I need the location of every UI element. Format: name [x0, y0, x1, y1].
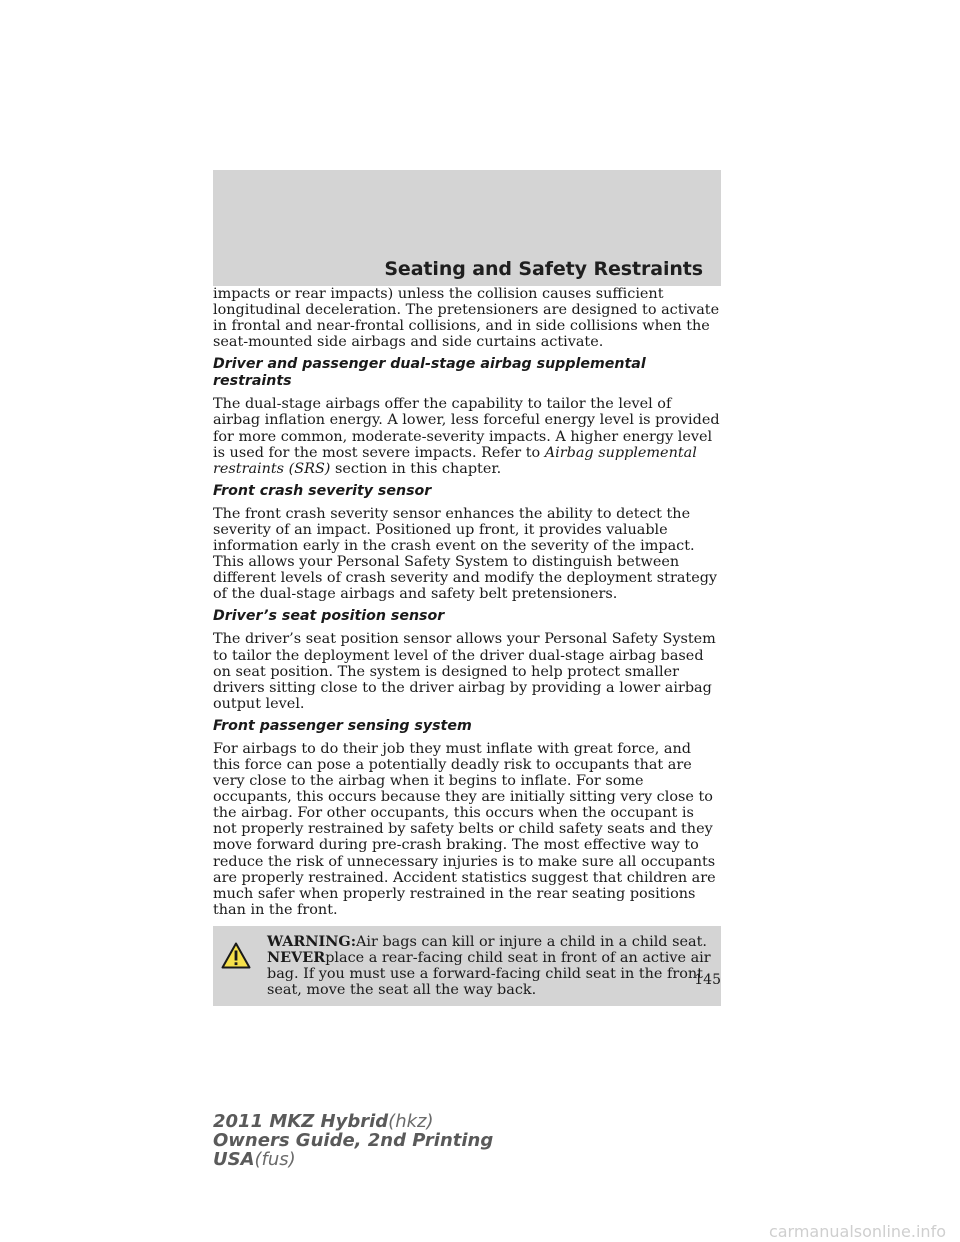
warning-label: WARNING:	[267, 932, 357, 950]
never-label: NEVER	[267, 949, 326, 966]
heading-seat-position-sensor: Driver’s seat position sensor	[213, 608, 445, 625]
watermark: carmanualsonline.info	[768, 1222, 946, 1241]
paragraph-seat-position-sensor: The driver’s seat position sensor allows your Personal Safety System to tailor the deployment level of the driver dual-stage airbag based on seat position. The system is designed to help protect smaller drivers sitting close to the driver airbag by providing a lower airbag output level.	[213, 631, 716, 712]
page-content	[213, 286, 721, 1006]
heading-crash-severity-sensor: Front crash severity sensor	[213, 482, 432, 499]
paragraph-text: section in this chapter.	[335, 460, 502, 477]
paragraph-crash-severity-sensor: The front crash severity sensor enhances the ability to detect the severity of an impact. Positioned up front, it provides valuable information early in the crash event on the severity of the impact. This allows your Personal Safety System to distinguish between different levels of crash severity and modify the deployment strategy of the dual-stage airbags and safety belt pretensioners.	[213, 505, 718, 603]
section-header	[213, 170, 721, 286]
page-number: 145	[694, 972, 721, 988]
cross-reference-link: Airbag supplemental restraints (SRS)	[213, 444, 697, 477]
intro-paragraph: impacts or rear impacts) unless the collision causes sufficient longitudinal deceleration. The pretensioners are designed to activate in frontal and near-frontal collisions, and in side collisions when the seat-mounted side airbags and side curtains activate.	[213, 286, 720, 351]
footer-market-code: (fus)	[254, 1149, 296, 1170]
paragraph-dual-stage-airbags	[213, 396, 721, 476]
warning-box	[213, 926, 721, 1006]
footer-model: 2011 MKZ Hybrid	[213, 1111, 389, 1132]
paragraph-passenger-sensing-system: For airbags to do their job they must inflate with great force, and this force can pose a potentially deadly risk to occupants that are very close to the airbag when it begins to inflate. For some occupants, this occurs because they are initially sitting very close to the airbag. For other occupants, this occurs when the occupant is not properly restrained by safety belts or child safety seats and they move forward during pre-crash braking. The most effective way to reduce the risk of unnecessary injuries is to make sure all occupants are properly restrained. Accident statistics suggest that children are much safer when properly restrained in the rear seating positions than in the front.	[213, 740, 716, 918]
section-title: Seating and Safety Restraints	[384, 258, 703, 280]
footer-printing: Owners Guide, 2nd Printing	[213, 1130, 494, 1151]
document-footer	[213, 1112, 493, 1169]
warning-text-1: Air bags can kill or injure a child in a child seat.	[356, 933, 707, 950]
footer-model-code: (hkz)	[388, 1111, 434, 1132]
warning-text-2: place a rear-facing child seat in front of an active air bag. If you must use a forward-facing child seat in the front seat, move the seat all the way back.	[267, 950, 711, 999]
footer-market: USA	[213, 1149, 255, 1170]
heading-passenger-sensing-system: Front passenger sensing system	[213, 717, 472, 734]
warning-text	[221, 934, 713, 998]
warning-triangle-icon	[221, 942, 251, 969]
heading-dual-stage-airbags: Driver and passenger dual-stage airbag supplemental restraints	[213, 356, 646, 390]
paragraph-text: The dual-stage airbags offer the capability to tailor the level of airbag inflation energy. A lower, less forceful energy level is provided for more common, moderate-severity impacts. A higher energy level is used for the most severe impacts. Refer to	[213, 396, 720, 461]
